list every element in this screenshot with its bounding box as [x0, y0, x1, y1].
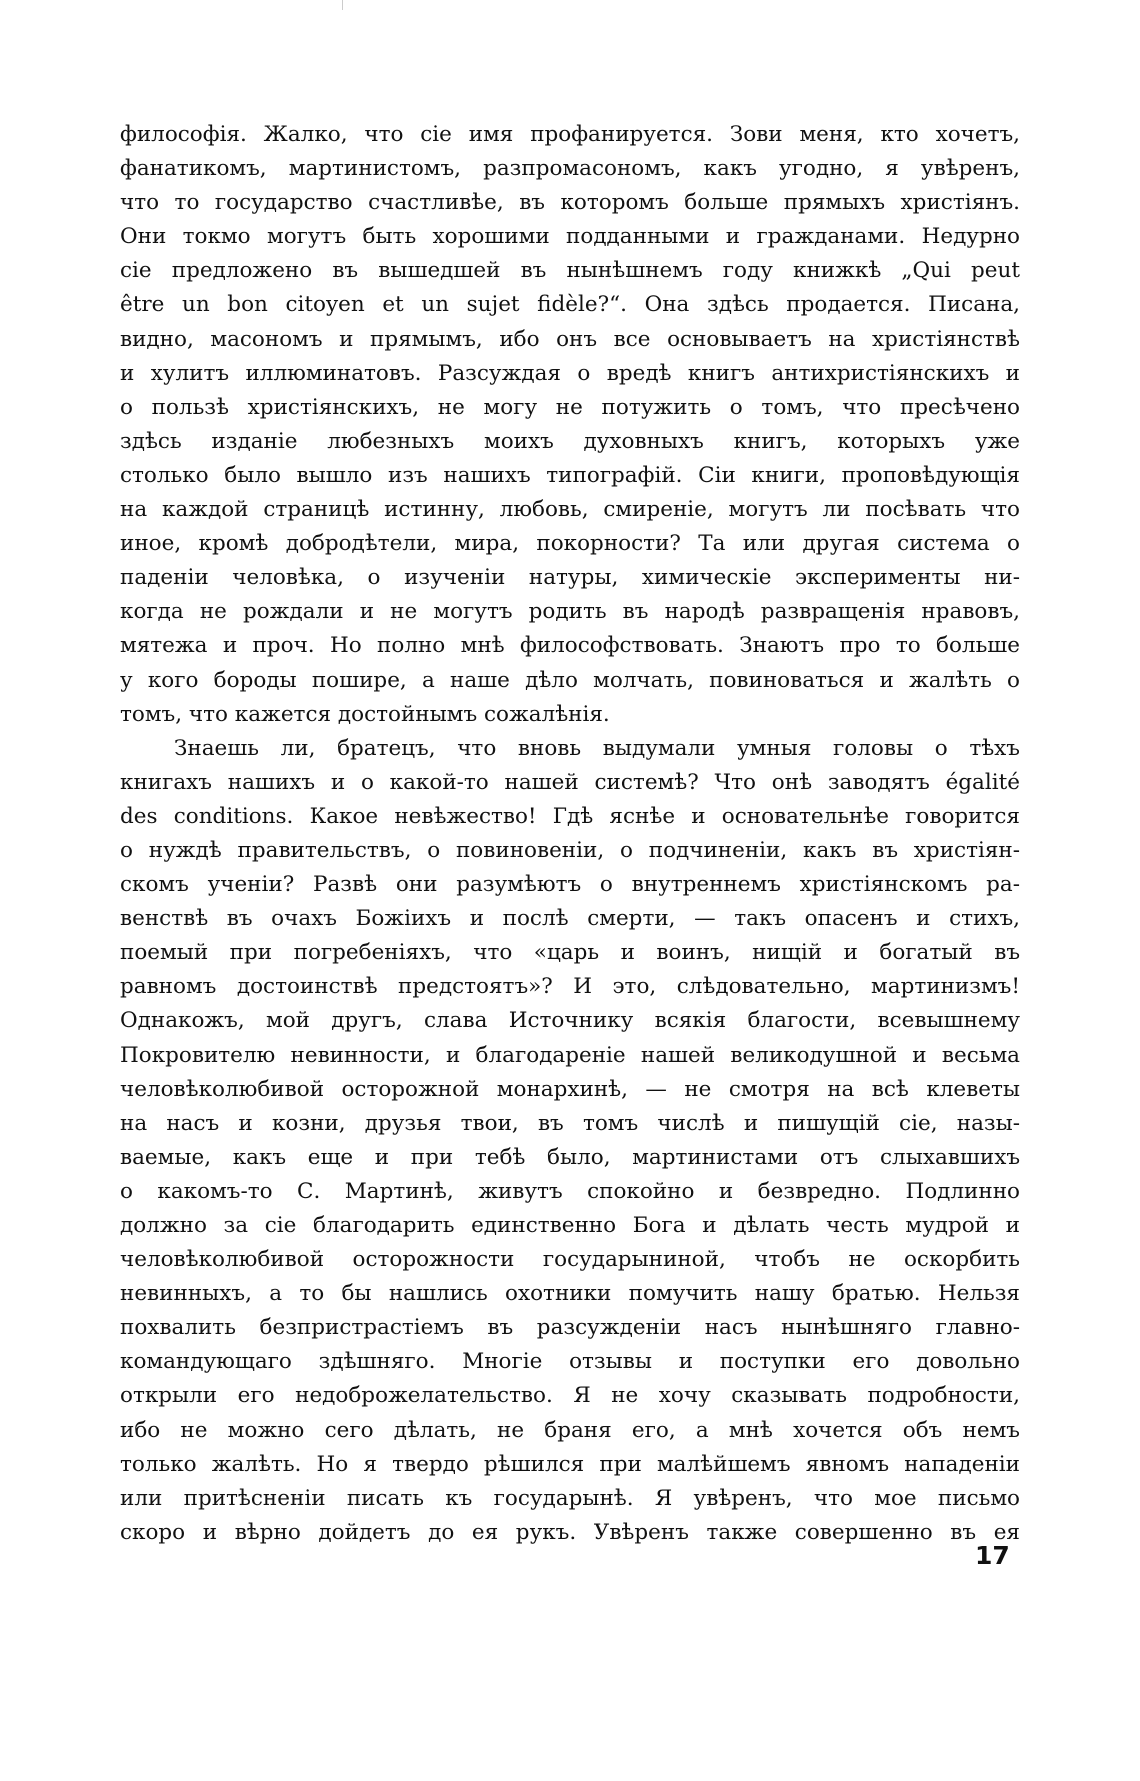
text-line: должно за сіе благодарить единственно Бога и дѣлать честь мудрой и — [120, 1213, 1020, 1238]
text-line: о пользѣ христіянскихъ, не могу не потужить о томъ, что пресѣчено — [120, 394, 1020, 420]
text-line: командующаго здѣшняго. Многіе отзывы и поступки его довольно — [120, 1349, 1020, 1375]
text-line: скоро и вѣрно дойдетъ до ея рукъ. Увѣренъ также совершенно въ ея — [120, 1519, 1020, 1545]
text-line: человѣколюбивой осторожности государыниной, чтобъ не оскорбить — [120, 1247, 1020, 1273]
text-line: только жалѣть. Но я твердо рѣшился при малѣйшемъ явномъ нападеніи — [120, 1451, 1020, 1477]
text-line: паденіи человѣка, о изученіи натуры, химическіе эксперименты ни- — [120, 565, 1020, 591]
text-line: на насъ и козни, друзья твои, въ томъ числѣ и пишущій сіе, назы- — [120, 1110, 1020, 1136]
text-line: ваемые, какъ еще и при тебѣ было, мартинистами отъ слыхавшихъ — [120, 1144, 1020, 1170]
text-line: книгахъ нашихъ и о какой-то нашей системѣ? Что онѣ заводятъ égalité — [120, 769, 1020, 795]
text-line: фанатикомъ, мартинистомъ, разпромасономъ, какъ угодно, я увѣренъ, — [120, 156, 1020, 182]
text-line: о какомъ-то С. Мартинѣ, живутъ спокойно и безвредно. Подлинно — [120, 1178, 1020, 1204]
text-line: невинныхъ, а то бы нашлись охотники помучить нашу братью. Нельзя — [120, 1281, 1020, 1307]
text-line: равномъ достоинствѣ предстоятъ»? И это, слѣдовательно, мартинизмъ! — [120, 974, 1020, 1000]
text-line: поемый при погребеніяхъ, что «царь и воинъ, нищій и богатый въ — [120, 940, 1020, 966]
text-line: иное, кромѣ добродѣтели, мира, покорности? Та или другая система о — [120, 531, 1020, 557]
text-line: открыли его недоброжелательство. Я не хочу сказывать подробности, — [120, 1383, 1020, 1409]
text-line: ибо не можно сего дѣлать, не браня его, а мнѣ хочется объ немъ — [120, 1417, 1020, 1443]
text-line: Покровителю невинности, и благодареніе нашей великодушной и весьма — [120, 1042, 1020, 1068]
text-line: столько было вышло изъ нашихъ типографій. Сіи книги, проповѣдующія — [120, 462, 1020, 488]
text-line: мятежа и проч. Но полно мнѣ философствовать. Знаютъ про то больше — [120, 633, 1020, 659]
page-number: 17 — [975, 1541, 1010, 1570]
text-line: скомъ ученіи? Развѣ они разумѣютъ о внутреннемъ христіянскомъ ра- — [120, 872, 1020, 898]
text-line: томъ, что кажется достойнымъ сожалѣнія. — [120, 701, 610, 727]
text-line: что то государство счастливѣе, въ которомъ больше прямыхъ христіянъ. — [120, 190, 1020, 216]
scan-mark — [342, 0, 343, 10]
text-line: или притѣсненіи писать къ государынѣ. Я увѣренъ, что мое письмо — [120, 1485, 1020, 1511]
text-line: Однакожъ, мой другъ, слава Источнику всякія благости, всевышнему — [120, 1008, 1020, 1034]
text-line: сіе предложено въ вышедшей въ нынѣшнемъ году книжкѣ „Qui peut — [120, 258, 1020, 284]
text-line: видно, масономъ и прямымъ, ибо онъ все основываетъ на христіянствѣ — [120, 326, 1020, 352]
text-line: о нуждѣ правительствъ, о повиновеніи, о подчиненіи, какъ въ христіян- — [120, 837, 1020, 863]
text-line: похвалить безпристрастіемъ въ разсужденіи насъ нынѣшняго главно- — [120, 1315, 1020, 1341]
text-line: être un bon citoyen et un sujet fidèle?“. Она здѣсь продается. Писана, — [120, 292, 1020, 318]
text-line: на каждой страницѣ истинну, любовь, смиреніе, могутъ ли посѣвать что — [120, 497, 1020, 523]
text-line: здѣсь изданіе любезныхъ моихъ духовныхъ книгъ, которыхъ уже — [120, 428, 1020, 454]
text-line: Знаешь ли, братецъ, что вновь выдумали умныя головы о тѣхъ — [174, 735, 1020, 761]
text-line: у кого бороды пошире, а наше дѣло молчать, повиноваться и жалѣть о — [120, 667, 1020, 693]
text-line: когда не рождали и не могутъ родить въ народѣ развращенія нравовъ, — [120, 599, 1020, 625]
text-line: философія. Жалко, что сіе имя профанируется. Зови меня, кто хочетъ, — [120, 122, 1020, 147]
text-line: Они токмо могутъ быть хорошими подданными и гражданами. Недурно — [120, 224, 1020, 250]
text-line: des conditions. Какое невѣжество! Гдѣ яснѣе и основательнѣе говорится — [120, 803, 1020, 829]
text-line: венствѣ въ очахъ Божіихъ и послѣ смерти, — такъ опасенъ и стихъ, — [120, 906, 1020, 932]
page-text-block — [120, 118, 1020, 1550]
text-line: и хулитъ иллюминатовъ. Разсуждая о вредѣ книгъ антихристіянскихъ и — [120, 360, 1020, 386]
text-line: человѣколюбивой осторожной монархинѣ, — не смотря на всѣ клеветы — [120, 1076, 1020, 1102]
